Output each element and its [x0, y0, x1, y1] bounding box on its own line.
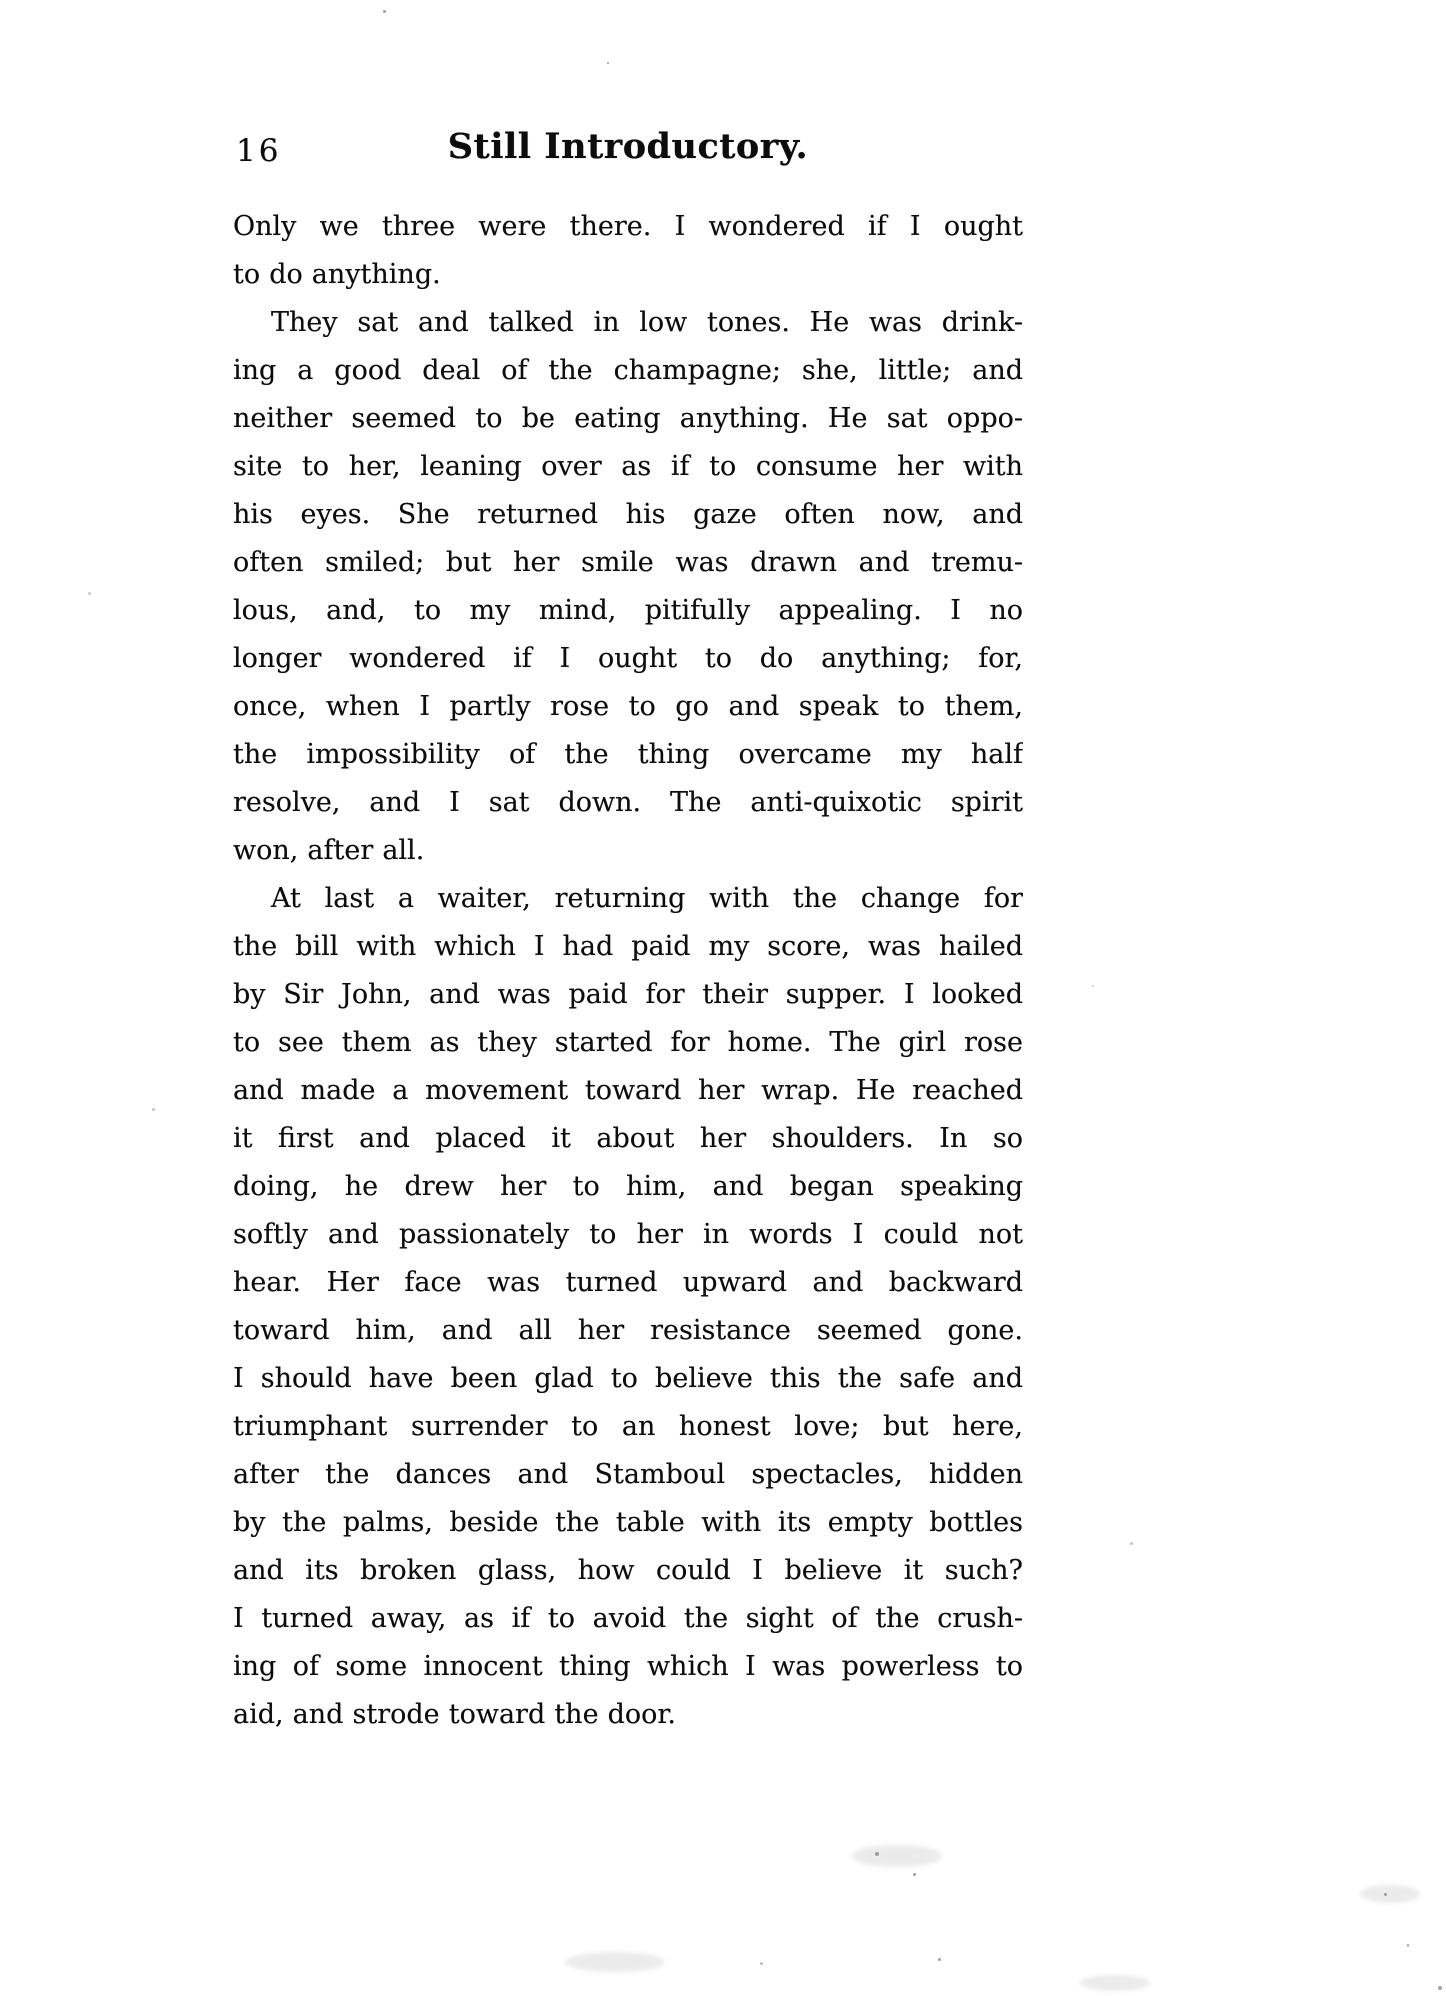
text-line: the impossibility of the thing overcame my half: [233, 739, 1023, 770]
scan-smudge: [852, 1845, 942, 1867]
text-line: lous, and, to my mind, pitifully appealing. I no: [233, 595, 1023, 626]
text-line: and its broken glass, how could I believe it such?: [233, 1555, 1023, 1586]
text-line: Only we three were there. I wondered if I ought: [233, 211, 1023, 242]
text-line: by Sir John, and was paid for their supper. I looked: [233, 979, 1023, 1010]
scan-speckle: [760, 1962, 763, 1965]
text-line: the bill with which I had paid my score, was hailed: [233, 931, 1023, 962]
text-line: his eyes. She returned his gaze often now, and: [233, 499, 1023, 530]
scan-speckle: [1130, 1542, 1133, 1545]
scan-speckle: [1438, 1986, 1442, 1990]
scan-speckle: [88, 592, 91, 595]
text-line: softly and passionately to her in words I could not: [233, 1219, 1023, 1250]
scan-speckle: [607, 62, 609, 64]
text-line: hear. Her face was turned upward and backward: [233, 1267, 1023, 1298]
text-line: site to her, leaning over as if to consume her with: [233, 451, 1023, 482]
text-line: and made a movement toward her wrap. He reached: [233, 1075, 1023, 1106]
body-text: [233, 203, 1023, 1739]
text-line: ing of some innocent thing which I was powerless to: [233, 1651, 1023, 1682]
text-line: longer wondered if I ought to do anything; for,: [233, 643, 1023, 674]
page-header: [233, 126, 1023, 178]
text-line: At last a waiter, returning with the change for: [271, 883, 1023, 914]
text-line: to see them as they started for home. The girl rose: [233, 1027, 1023, 1058]
text-line: often smiled; but her smile was drawn and tremu-: [233, 547, 1023, 578]
scan-speckle: [383, 10, 386, 13]
text-line: won, after all.: [233, 835, 425, 866]
text-line: neither seemed to be eating anything. He sat oppo-: [233, 403, 1023, 434]
text-line: triumphant surrender to an honest love; but here,: [233, 1411, 1023, 1442]
scan-smudge: [1080, 1975, 1150, 1991]
scan-speckle: [152, 1108, 155, 1111]
scan-speckle: [1092, 985, 1094, 987]
text-line: resolve, and I sat down. The anti-quixotic spirit: [233, 787, 1023, 818]
scan-speckle: [1407, 1944, 1409, 1947]
scan-smudge: [1360, 1885, 1420, 1903]
text-line: toward him, and all her resistance seemed gone.: [233, 1315, 1023, 1346]
scan-speckle: [938, 1958, 941, 1961]
scan-smudge: [565, 1952, 665, 1972]
text-line: it first and placed it about her shoulders. In so: [233, 1123, 1023, 1154]
text-line: aid, and strode toward the door.: [233, 1699, 676, 1730]
text-line: They sat and talked in low tones. He was drink-: [271, 307, 1023, 338]
text-line: once, when I partly rose to go and speak to them,: [233, 691, 1023, 722]
running-head: Still Introductory.: [447, 126, 809, 167]
scan-speckle: [913, 1873, 916, 1876]
text-line: ing a good deal of the champagne; she, little; and: [233, 355, 1023, 386]
text-line: after the dances and Stamboul spectacles, hidden: [233, 1459, 1023, 1490]
page-number: 16: [236, 133, 282, 169]
text-line: I turned away, as if to avoid the sight of the crush-: [233, 1603, 1023, 1634]
text-line: by the palms, beside the table with its empty bottles: [233, 1507, 1023, 1538]
text-line: I should have been glad to believe this the safe and: [233, 1363, 1023, 1394]
text-line: doing, he drew her to him, and began speaking: [233, 1171, 1023, 1202]
text-line: to do anything.: [233, 259, 441, 290]
